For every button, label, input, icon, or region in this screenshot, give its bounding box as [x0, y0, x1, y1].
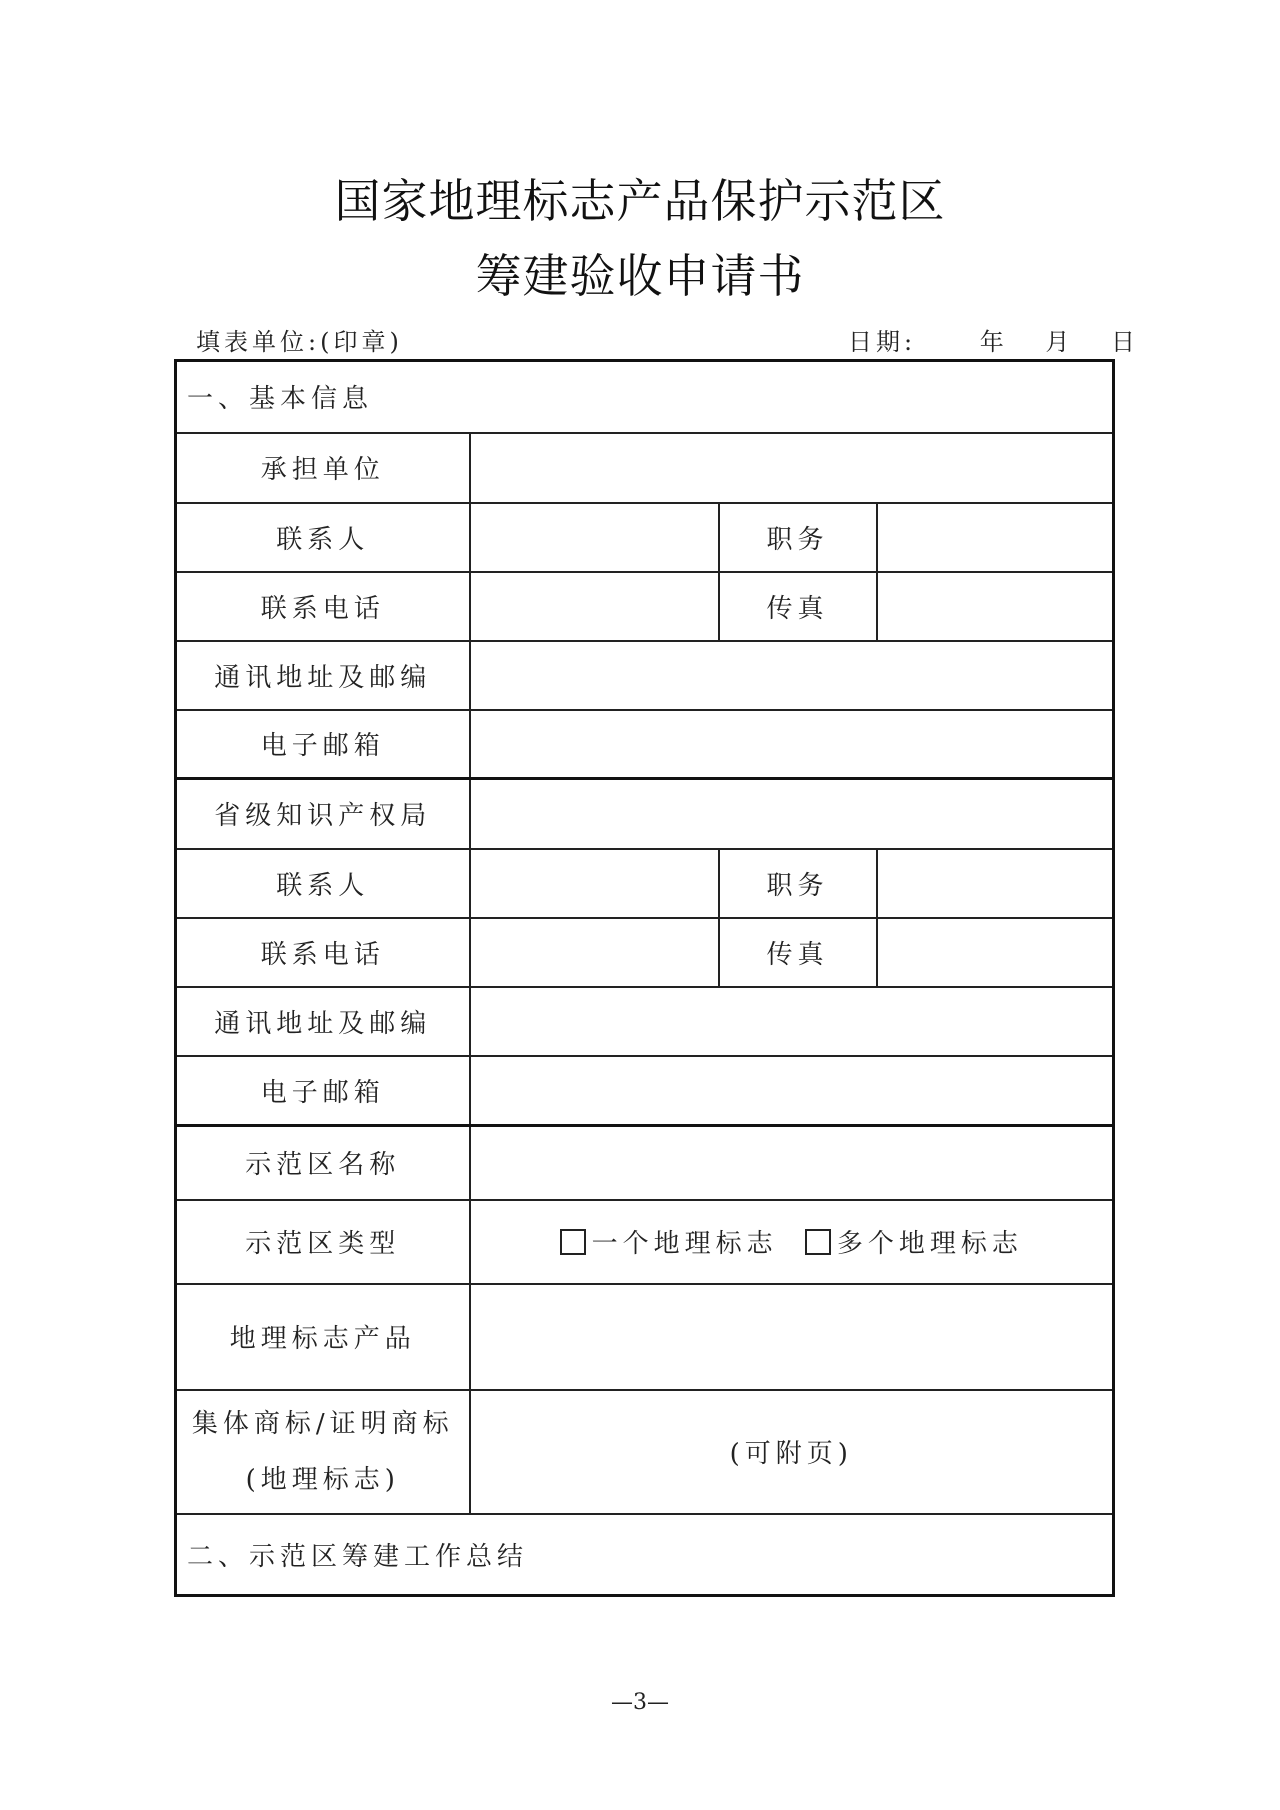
form-row-zone-type [176, 1200, 1114, 1284]
section-heading-basic-info: 一、基本信息 [176, 361, 1114, 433]
month-label: 月 [1045, 328, 1074, 356]
ipo-address-postcode-label: 通讯地址及邮编 [176, 987, 470, 1056]
single-gi-label: 一个地理标志 [591, 1229, 778, 1259]
position-label: 职务 [719, 503, 877, 572]
ipo-address-postcode-input[interactable] [470, 987, 1114, 1056]
form-row-email [176, 710, 1114, 779]
position-input[interactable] [877, 503, 1114, 572]
contact-phone-input[interactable] [470, 572, 719, 641]
date-line [848, 322, 1139, 357]
zone-name-input[interactable] [470, 1126, 1114, 1200]
form-row-trademark [176, 1390, 1114, 1514]
form-row-ipo-contact [176, 849, 1114, 918]
fax-input[interactable] [877, 572, 1114, 641]
contact-person-input[interactable] [470, 503, 719, 572]
provincial-ipo-input[interactable] [470, 779, 1114, 849]
ipo-fax-input[interactable] [877, 918, 1114, 987]
ipo-email-label: 电子邮箱 [176, 1056, 470, 1126]
single-gi-checkbox[interactable] [560, 1229, 586, 1255]
gi-product-label: 地理标志产品 [176, 1284, 470, 1390]
form-row-ipo-email [176, 1056, 1114, 1126]
email-input[interactable] [470, 710, 1114, 779]
form-row-ipo-phone [176, 918, 1114, 987]
zone-type-multiple-option[interactable] [805, 1229, 1023, 1259]
page-number: —3— [611, 1690, 669, 1715]
address-postcode-input[interactable] [470, 641, 1114, 710]
filler-unit-label: 填表单位:(印章) [196, 328, 403, 356]
undertaker-label: 承担单位 [176, 433, 470, 503]
form-row-zone-name [176, 1126, 1114, 1200]
multiple-gi-checkbox[interactable] [805, 1229, 831, 1255]
trademark-input[interactable] [470, 1390, 1114, 1514]
form-row-gi-product [176, 1284, 1114, 1390]
zone-type-label: 示范区类型 [176, 1200, 470, 1284]
trademark-label-line2: (地理标志) [245, 1464, 400, 1495]
multiple-gi-label: 多个地理标志 [836, 1229, 1023, 1259]
document-title-line2: 筹建验收申请书 [475, 249, 805, 303]
zone-type-options [470, 1200, 1114, 1284]
year-label: 年 [979, 328, 1008, 356]
zone-name-label: 示范区名称 [176, 1126, 470, 1200]
ipo-contact-person-label: 联系人 [176, 849, 470, 918]
provincial-ipo-label: 省级知识产权局 [176, 779, 470, 849]
date-label: 日期: [848, 328, 917, 356]
form-row-phone [176, 572, 1114, 641]
contact-phone-label: 联系电话 [176, 572, 470, 641]
ipo-position-label: 职务 [719, 849, 877, 918]
ipo-email-input[interactable] [470, 1056, 1114, 1126]
address-postcode-label: 通讯地址及邮编 [176, 641, 470, 710]
form-row-undertaker [176, 433, 1114, 503]
trademark-label [176, 1390, 470, 1514]
application-form-table [174, 359, 1115, 1597]
ipo-contact-phone-input[interactable] [470, 918, 719, 987]
fax-label: 传真 [719, 572, 877, 641]
undertaker-input[interactable] [470, 433, 1114, 503]
section-row-basic-info [176, 361, 1114, 433]
section-heading-summary: 二、示范区筹建工作总结 [176, 1514, 1114, 1596]
section-row-summary [176, 1514, 1114, 1596]
day-label: 日 [1111, 328, 1140, 356]
zone-type-single-option[interactable] [560, 1229, 791, 1259]
ipo-contact-phone-label: 联系电话 [176, 918, 470, 987]
gi-product-input[interactable] [470, 1284, 1114, 1390]
form-row-ipo-address [176, 987, 1114, 1056]
ipo-fax-label: 传真 [719, 918, 877, 987]
document-title-line1: 国家地理标志产品保护示范区 [334, 174, 946, 228]
email-label: 电子邮箱 [176, 710, 470, 779]
form-row-provincial-ipo [176, 779, 1114, 849]
form-row-contact [176, 503, 1114, 572]
contact-person-label: 联系人 [176, 503, 470, 572]
trademark-label-line1: 集体商标/证明商标 [191, 1408, 454, 1439]
ipo-position-input[interactable] [877, 849, 1114, 918]
ipo-contact-person-input[interactable] [470, 849, 719, 918]
form-row-address [176, 641, 1114, 710]
trademark-attach-note: (可附页) [729, 1439, 853, 1469]
